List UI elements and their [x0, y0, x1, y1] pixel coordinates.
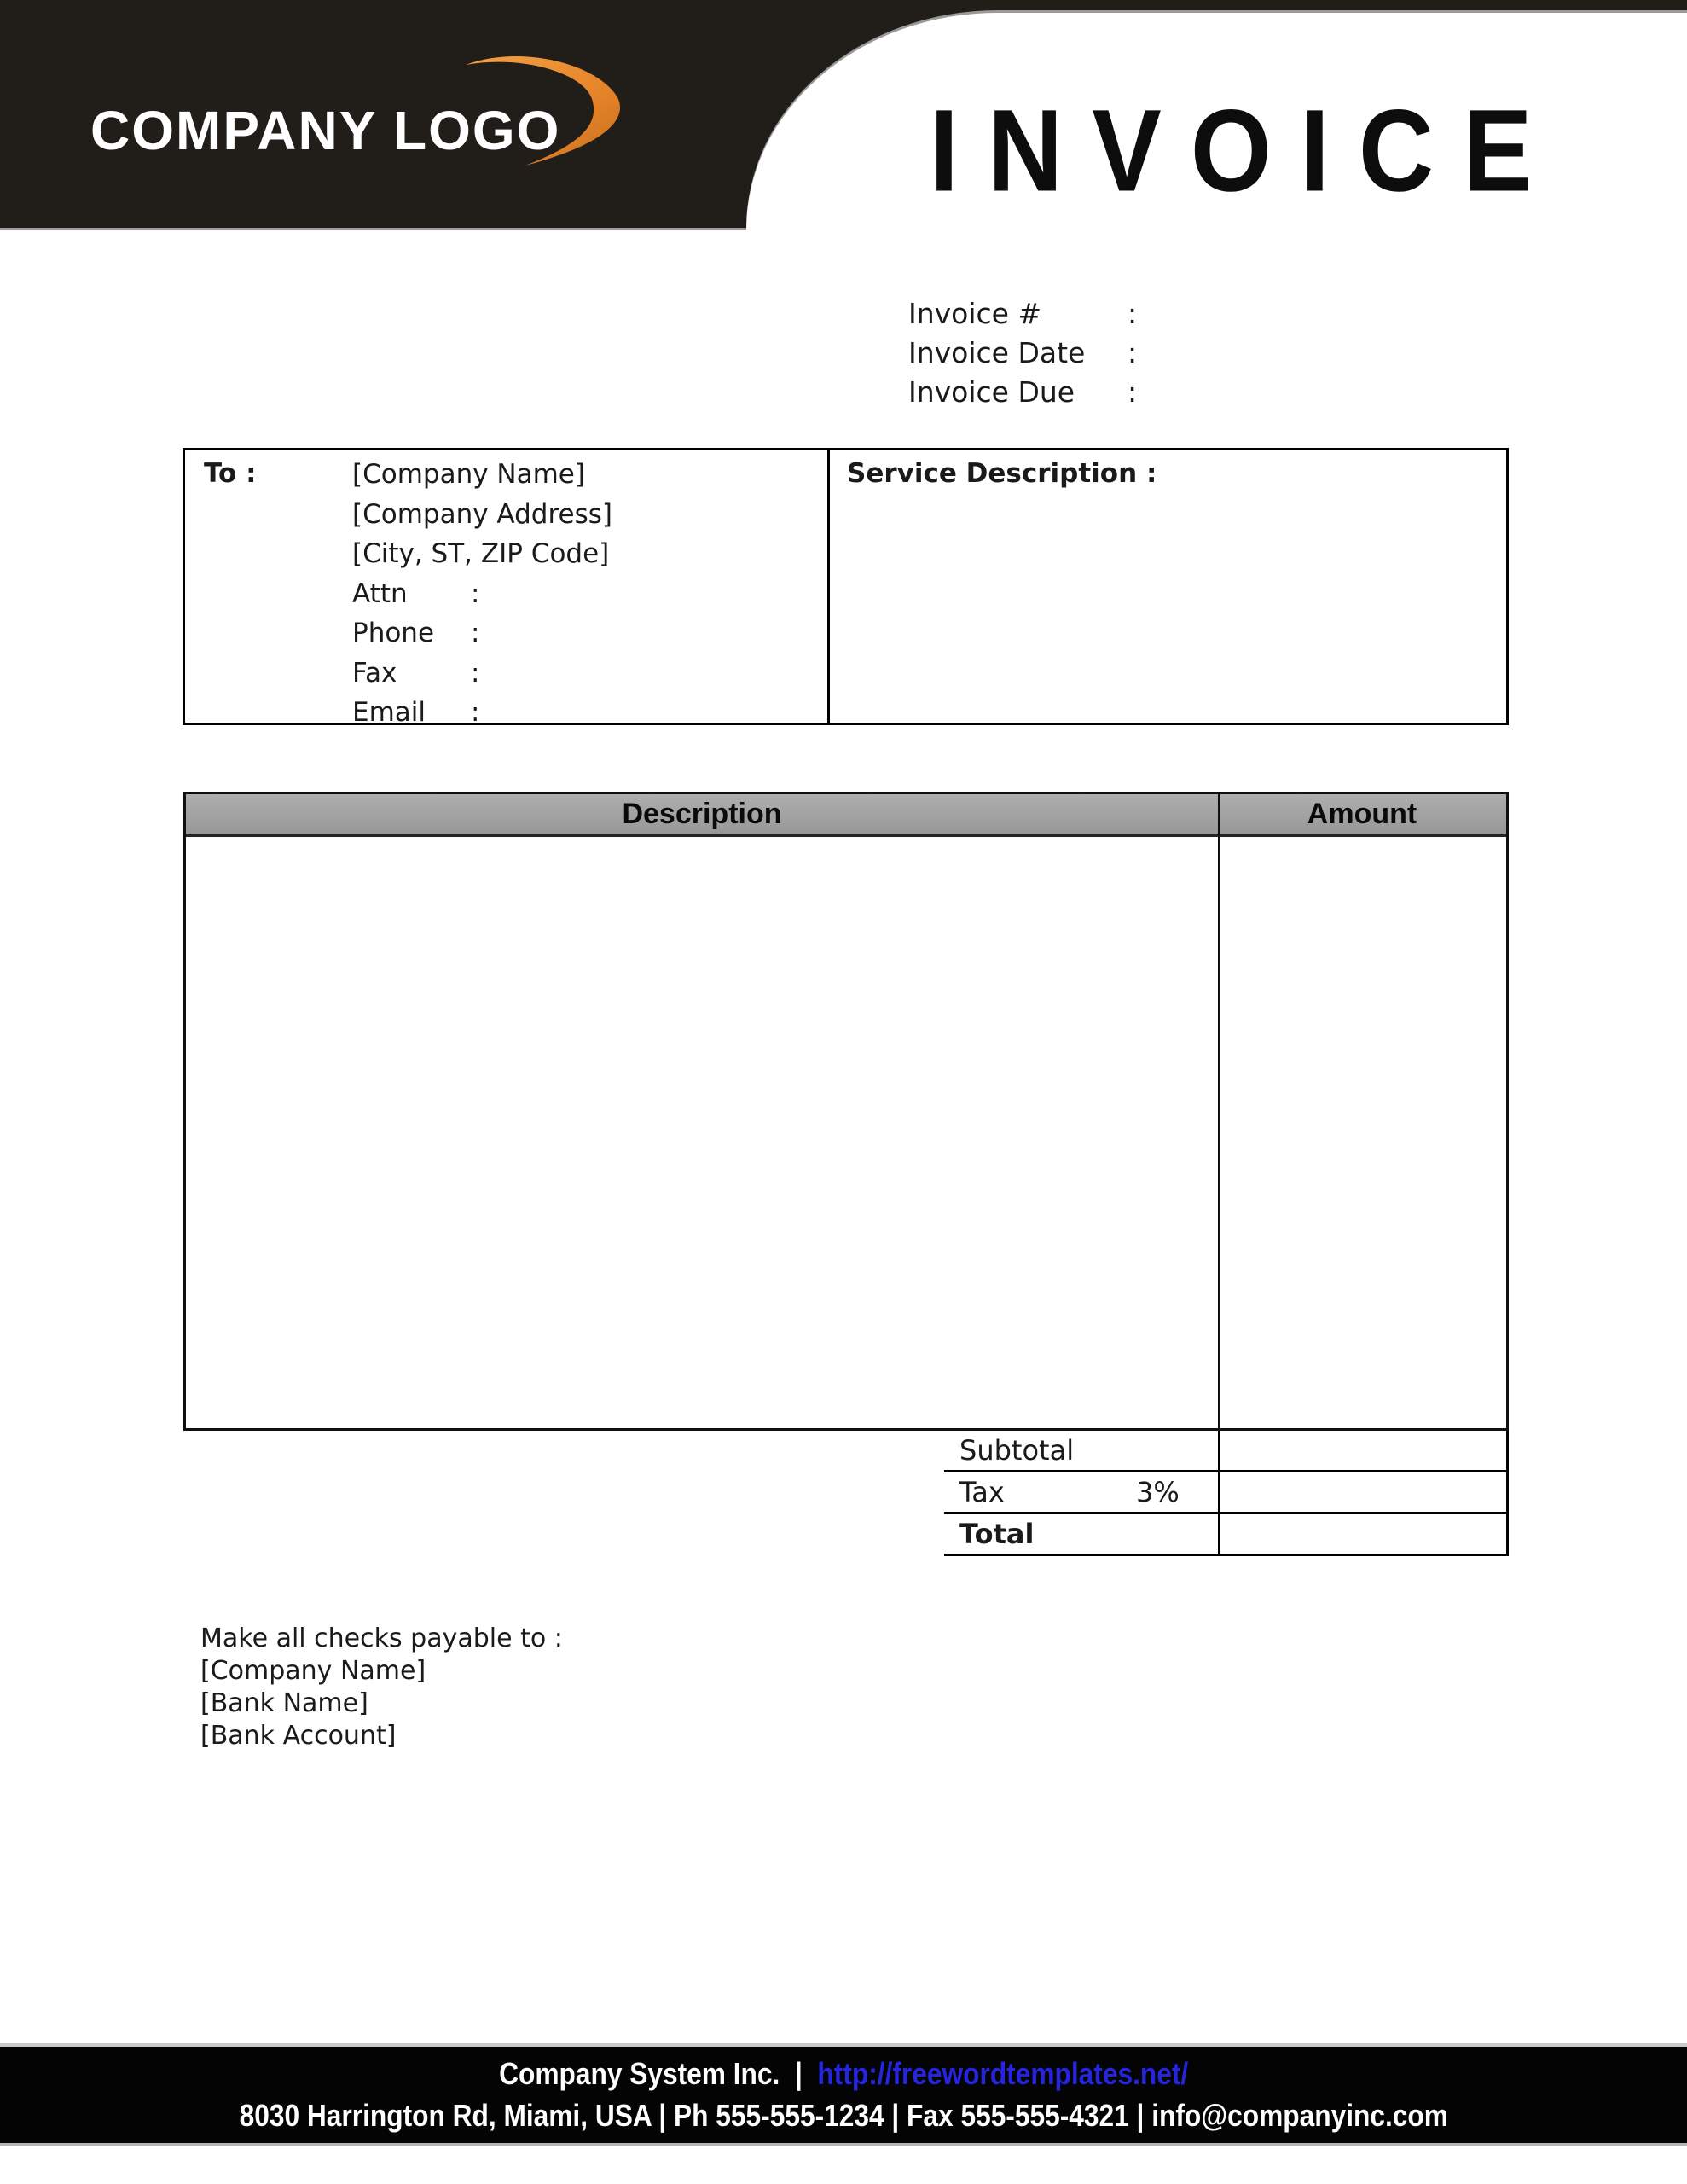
phone-colon: :: [471, 618, 480, 648]
invoice-date-colon: :: [1128, 335, 1138, 369]
footer-separator: |: [794, 2056, 803, 2091]
tax-rate: 3%: [1136, 1476, 1180, 1508]
logo-swoosh-icon: [459, 51, 629, 175]
phone-label: Phone: [352, 618, 435, 648]
email-colon: :: [471, 697, 480, 728]
payable-bank-name: [Bank Name]: [200, 1688, 368, 1718]
invoice-due-value-field[interactable]: [1162, 376, 1298, 407]
items-table-header: [186, 794, 1506, 837]
payment-info: [200, 1623, 563, 1752]
phone-row: [352, 613, 612, 653]
summary-table: [944, 1431, 1509, 1556]
invoice-number-colon: :: [1128, 296, 1138, 330]
invoice-due-row: [908, 372, 1298, 411]
invoice-date-value-field[interactable]: [1162, 337, 1298, 368]
description-column-header: Description: [622, 797, 782, 830]
checks-payable-label: Make all checks payable to :: [200, 1623, 563, 1653]
items-table-body: [186, 837, 1506, 1428]
recipient-company-name: [Company Name]: [352, 459, 585, 490]
amount-column-header: Amount: [1307, 797, 1417, 830]
invoice-number-row: [908, 293, 1298, 333]
subtotal-amount-field[interactable]: [1218, 1431, 1506, 1470]
attn-row: [352, 574, 612, 614]
fax-label: Fax: [352, 657, 397, 688]
amount-body-cell[interactable]: [1218, 837, 1506, 1428]
email-value-field[interactable]: [505, 693, 607, 733]
total-row: [944, 1514, 1506, 1556]
invoice-due-colon: :: [1128, 375, 1138, 409]
phone-value-field[interactable]: [505, 613, 607, 653]
company-logo: COMPANY LOGO: [90, 100, 561, 161]
tax-row: [944, 1472, 1506, 1514]
recipient-box: [183, 448, 1509, 728]
subtotal-label: Subtotal: [959, 1434, 1075, 1467]
service-description-label: Service Description :: [847, 458, 1157, 489]
invoice-number-value-field[interactable]: [1162, 298, 1298, 328]
subtotal-label-cell: [944, 1431, 1218, 1470]
invoice-number-label: Invoice #: [908, 296, 1042, 330]
subtotal-row: [944, 1431, 1506, 1472]
footer-company-line: [499, 2056, 1188, 2092]
total-label: Total: [959, 1518, 1035, 1550]
fax-colon: :: [471, 657, 480, 688]
footer-website-link[interactable]: http://freewordtemplates.net/: [817, 2056, 1189, 2091]
total-label-cell: [944, 1514, 1218, 1554]
attn-colon: :: [471, 578, 480, 609]
footer-contact-line: 8030 Harrington Rd, Miami, USA | Ph 555-555-1234 | Fax 555-555-4321 | info@companyinc.com: [239, 2098, 1448, 2133]
tax-label-cell: [944, 1472, 1218, 1512]
tax-amount-field[interactable]: [1218, 1472, 1506, 1512]
attn-label: Attn: [352, 578, 408, 609]
invoice-date-label: Invoice Date: [908, 335, 1086, 369]
email-label: Email: [352, 697, 426, 728]
items-table-column-divider: [1218, 794, 1220, 1428]
items-table: [183, 792, 1509, 1431]
footer-company-name: Company System Inc.: [498, 2056, 780, 2091]
invoice-meta: [908, 293, 1298, 411]
fax-value-field[interactable]: [505, 653, 607, 694]
recipient-box-divider: [827, 450, 830, 723]
fax-row: [352, 653, 612, 694]
invoice-due-label: Invoice Due: [908, 375, 1075, 409]
recipient-company-city: [City, ST, ZIP Code]: [352, 538, 610, 569]
footer-bar: [0, 2043, 1687, 2146]
invoice-date-row: [908, 333, 1298, 372]
page-title: INVOICE: [930, 85, 1562, 216]
total-amount-field[interactable]: [1218, 1514, 1506, 1554]
recipient-details: [352, 455, 612, 733]
payable-bank-account: [Bank Account]: [200, 1721, 397, 1751]
description-body-cell[interactable]: [186, 837, 1218, 1428]
service-description-field[interactable]: [847, 503, 1496, 712]
recipient-company-address: [Company Address]: [352, 498, 612, 530]
payable-company-name: [Company Name]: [200, 1656, 426, 1686]
to-label: To :: [204, 458, 257, 489]
email-row: [352, 693, 612, 733]
attn-value-field[interactable]: [505, 574, 607, 614]
tax-label: Tax: [959, 1476, 1005, 1508]
